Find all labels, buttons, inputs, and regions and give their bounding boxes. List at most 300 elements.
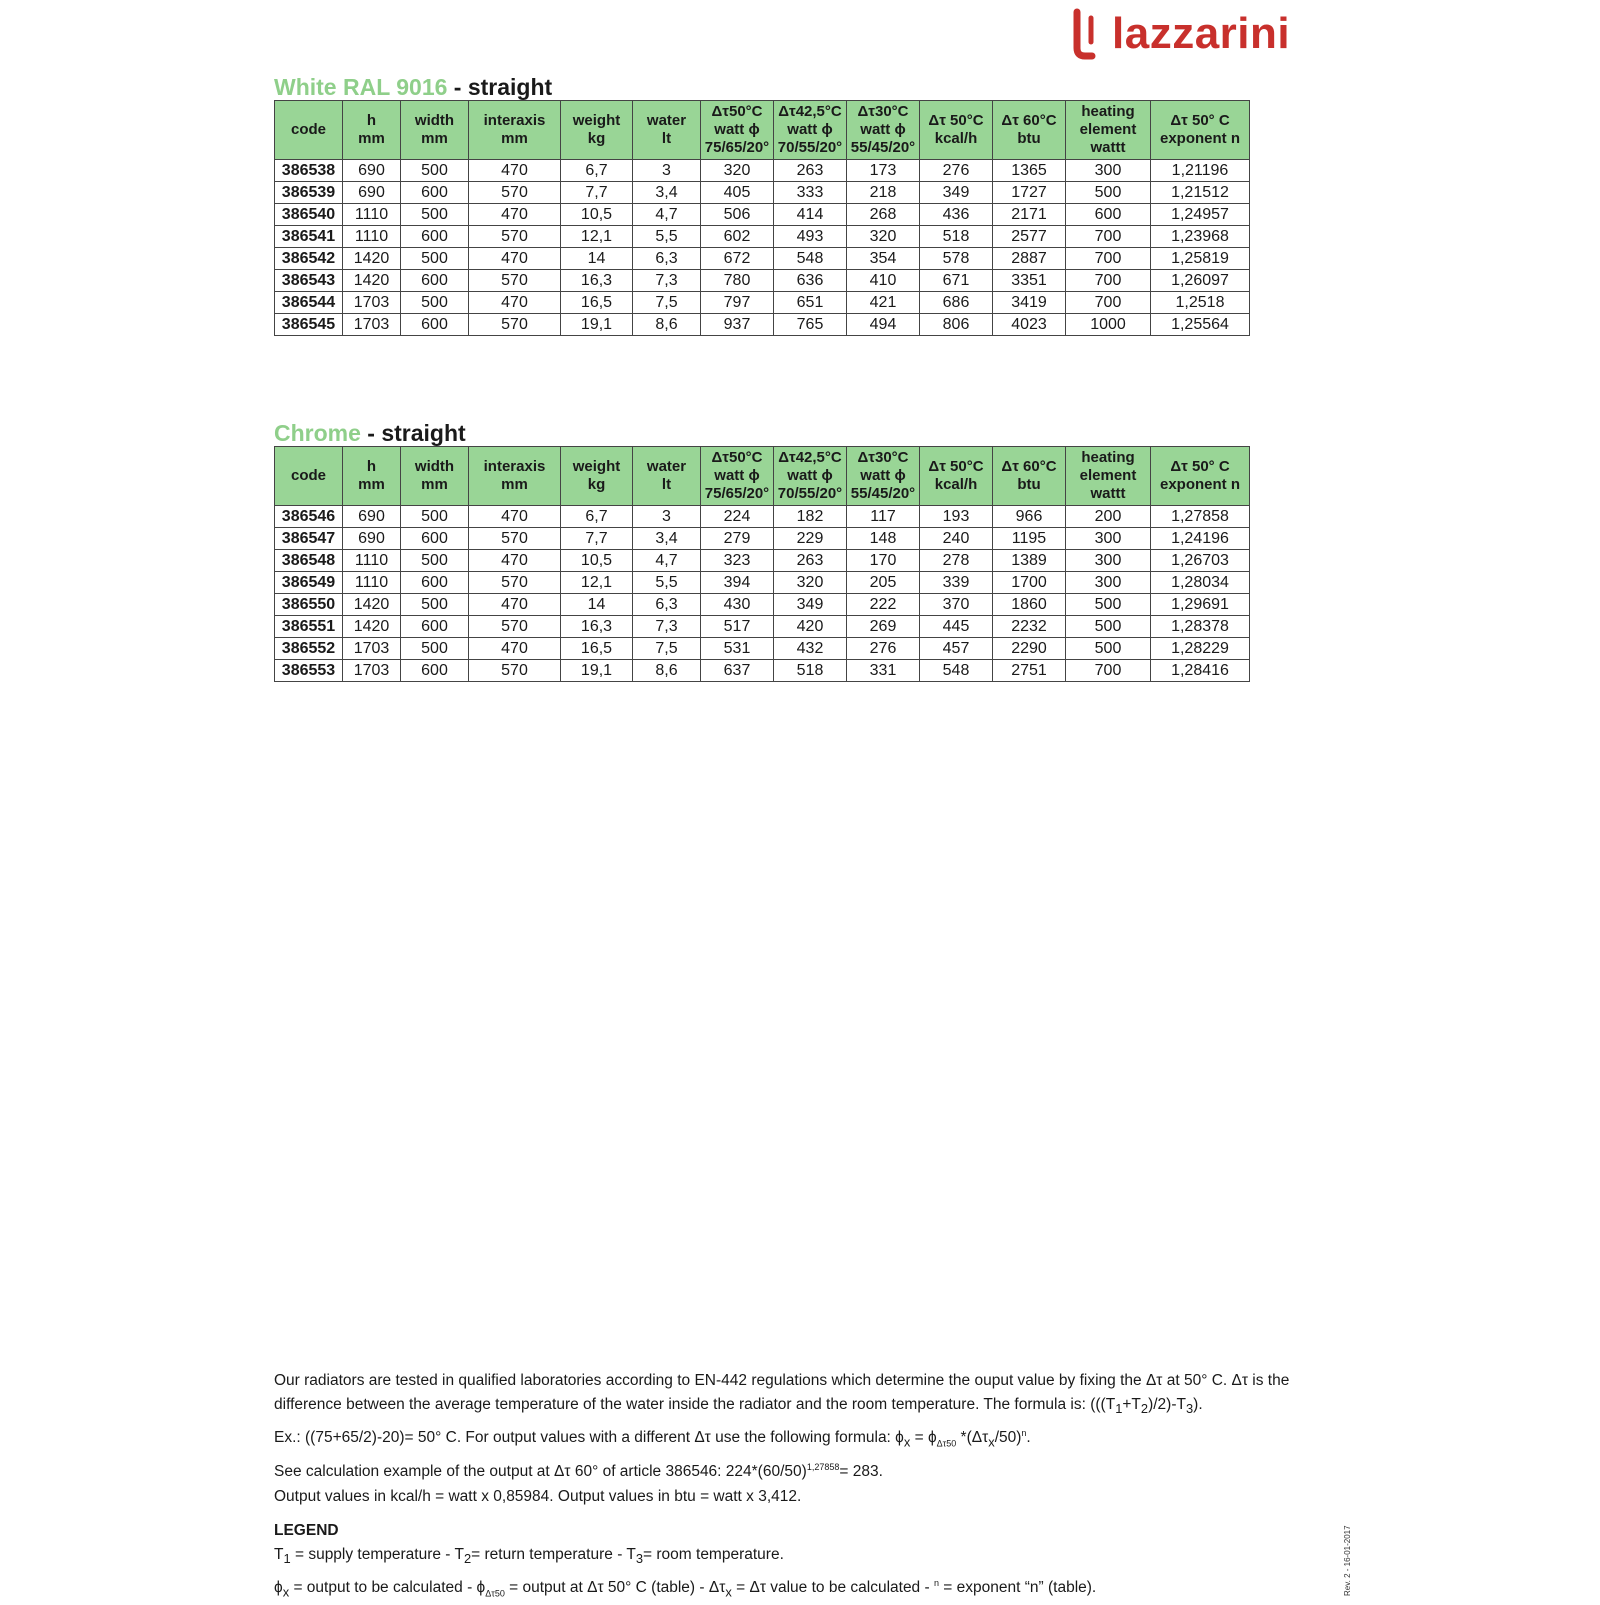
table-row [275, 528, 1250, 550]
table-cell: 570 [469, 182, 561, 204]
table-cell: 7,7 [561, 528, 633, 550]
table-cell: 600 [401, 314, 469, 336]
table-cell: 500 [401, 204, 469, 226]
table-cell: 1,26097 [1151, 270, 1250, 292]
table-cell: 517 [701, 616, 774, 638]
column-header-line: water [646, 458, 687, 475]
column-header-line: mm [501, 476, 528, 493]
table-cell: 1,28378 [1151, 616, 1250, 638]
column-header-line: Δτ 60°C [1001, 458, 1057, 475]
column-header [401, 447, 469, 506]
table-cell: 276 [920, 160, 993, 182]
table-cell: 3 [633, 160, 701, 182]
table-cell: 470 [469, 550, 561, 572]
table-cell: 637 [701, 660, 774, 682]
table-cell: 500 [1066, 182, 1151, 204]
table-row [275, 314, 1250, 336]
table-cell: 269 [847, 616, 920, 638]
table-cell: 780 [701, 270, 774, 292]
table-cell: 1365 [993, 160, 1066, 182]
table-cell: 420 [774, 616, 847, 638]
table-cell: 2290 [993, 638, 1066, 660]
chrome-section [274, 420, 1250, 682]
brand-name: lazzarini [1112, 9, 1291, 58]
table-cell: 2751 [993, 660, 1066, 682]
table-cell: 218 [847, 182, 920, 204]
column-header-line: Δτ50°C [711, 103, 763, 120]
column-header-line: watt ϕ [787, 121, 833, 138]
subscript: 3 [1185, 1401, 1194, 1417]
column-header-line: 75/65/20° [704, 485, 770, 502]
subscript: 3 [635, 1550, 644, 1566]
table-header-row [275, 101, 1250, 160]
note-text: *(Δτ [956, 1429, 989, 1447]
superscript: n [1021, 1428, 1027, 1439]
table-cell: 500 [1066, 638, 1151, 660]
table-row [275, 616, 1250, 638]
table-cell: 10,5 [561, 204, 633, 226]
article-code-cell: 386541 [275, 226, 343, 248]
article-code-cell: 386552 [275, 638, 343, 660]
table-cell: 445 [920, 616, 993, 638]
table-cell: 700 [1066, 226, 1151, 248]
table-cell: 1,25564 [1151, 314, 1250, 336]
table-cell: 548 [774, 248, 847, 270]
column-header-line: Δτ 50°C [928, 112, 984, 129]
table-cell: 354 [847, 248, 920, 270]
column-header [561, 101, 633, 160]
subscript: 1 [283, 1550, 291, 1566]
table-cell: 1703 [343, 292, 401, 314]
table-cell: 765 [774, 314, 847, 336]
note-text: Our radiators are tested in qualified laboratories according to EN-442 regulations which determine the ouput value by fixing the Δτ at 50° C. Δτ is the [274, 1372, 1290, 1389]
table-cell: 320 [701, 160, 774, 182]
column-header-line: watt ϕ [714, 121, 760, 138]
table-row [275, 660, 1250, 682]
article-code-cell: 386544 [275, 292, 343, 314]
column-header [993, 447, 1066, 506]
table-cell: 7,3 [633, 270, 701, 292]
table-cell: 436 [920, 204, 993, 226]
revision-label: Rev. 2 - 16-01-2017 [1343, 1525, 1352, 1596]
table-cell: 240 [920, 528, 993, 550]
table-cell: 3,4 [633, 528, 701, 550]
table-cell: 636 [774, 270, 847, 292]
superscript: 1,27858 [806, 1462, 840, 1473]
table-cell: 1,21512 [1151, 182, 1250, 204]
table-cell: 937 [701, 314, 774, 336]
subscript: Δτ50 [936, 1438, 957, 1449]
table-cell: 500 [401, 248, 469, 270]
column-header [774, 101, 847, 160]
table-cell: 19,1 [561, 314, 633, 336]
table-row [275, 594, 1250, 616]
table-cell: 672 [701, 248, 774, 270]
table-cell: 300 [1066, 572, 1151, 594]
table-cell: 494 [847, 314, 920, 336]
column-header-line: code [290, 121, 326, 138]
article-code-cell: 386546 [275, 506, 343, 528]
table-cell: 3419 [993, 292, 1066, 314]
article-code-cell: 386547 [275, 528, 343, 550]
table-cell: 1110 [343, 226, 401, 248]
note-line [274, 1421, 1334, 1455]
article-code-cell: 386548 [275, 550, 343, 572]
table-cell: 6,7 [561, 506, 633, 528]
note-text: +T [1122, 1396, 1141, 1413]
table-cell: 410 [847, 270, 920, 292]
article-code-cell: 386540 [275, 204, 343, 226]
legend-title: LEGEND [274, 1521, 339, 1539]
table-row [275, 270, 1250, 292]
table-cell: 700 [1066, 660, 1151, 682]
column-header-line: 75/65/20° [704, 139, 770, 156]
column-header-line: exponent n [1159, 476, 1240, 493]
table-cell: 222 [847, 594, 920, 616]
column-header-line: water [646, 112, 687, 129]
table-cell: 797 [701, 292, 774, 314]
column-header-line: mm [421, 476, 448, 493]
note-text: See calculation example of the output at Δτ 60° of article 386546: 224*(60/50) [274, 1463, 807, 1481]
column-header [343, 101, 401, 160]
table-cell: 414 [774, 204, 847, 226]
table-cell: 4023 [993, 314, 1066, 336]
article-code-cell: 386538 [275, 160, 343, 182]
article-code-cell: 386550 [275, 594, 343, 616]
table-cell: 7,7 [561, 182, 633, 204]
column-header [275, 101, 343, 160]
table-cell: 470 [469, 506, 561, 528]
column-header-line: 55/45/20° [850, 139, 916, 156]
column-header-line: Δτ30°C [857, 449, 909, 466]
table-cell: 690 [343, 160, 401, 182]
column-header-line: lt [661, 476, 672, 493]
table-cell: 690 [343, 528, 401, 550]
subscript: 2 [1140, 1401, 1149, 1417]
table-cell: 600 [1066, 204, 1151, 226]
table-cell: 278 [920, 550, 993, 572]
column-header-line: mm [358, 130, 385, 147]
column-header-line: element [1079, 121, 1137, 138]
table-row [275, 226, 1250, 248]
note-text: ). [1193, 1396, 1203, 1413]
table-cell: 1,24957 [1151, 204, 1250, 226]
table-cell: 1420 [343, 616, 401, 638]
table-cell: 200 [1066, 506, 1151, 528]
table-cell: 279 [701, 528, 774, 550]
column-header-line: btu [1017, 130, 1041, 147]
column-header [1066, 447, 1151, 506]
table-cell: 14 [561, 594, 633, 616]
column-header-line: exponent n [1159, 130, 1240, 147]
article-code-cell: 386551 [275, 616, 343, 638]
table-cell: 470 [469, 160, 561, 182]
column-header-line: width [414, 458, 455, 475]
table-cell: 1420 [343, 594, 401, 616]
table-cell: 1420 [343, 270, 401, 292]
column-header-line: watt ϕ [714, 467, 760, 484]
table-cell: 16,3 [561, 270, 633, 292]
table-cell: 6,3 [633, 594, 701, 616]
table-cell: 470 [469, 638, 561, 660]
table-cell: 570 [469, 660, 561, 682]
table-cell: 263 [774, 550, 847, 572]
table-cell: 570 [469, 616, 561, 638]
table-cell: 500 [401, 638, 469, 660]
column-header-line: kg [587, 130, 606, 147]
table-cell: 690 [343, 506, 401, 528]
white-section [274, 74, 1250, 336]
subscript: x [725, 1583, 732, 1599]
table-cell: 3351 [993, 270, 1066, 292]
table-cell: 602 [701, 226, 774, 248]
white-title-style: - straight [447, 74, 553, 100]
table-cell: 12,1 [561, 572, 633, 594]
legend-text: T [274, 1545, 284, 1563]
table-cell: 1,24196 [1151, 528, 1250, 550]
article-code-cell: 386553 [275, 660, 343, 682]
table-cell: 405 [701, 182, 774, 204]
table-cell: 806 [920, 314, 993, 336]
table-cell: 600 [401, 270, 469, 292]
legend-text: = output at Δτ 50° C (table) - Δτ [504, 1578, 726, 1596]
table-cell: 300 [1066, 550, 1151, 572]
table-row [275, 638, 1250, 660]
note-text: /50) [994, 1429, 1022, 1447]
column-header-line: width [414, 112, 455, 129]
column-header-line: btu [1017, 476, 1041, 493]
legend-text: = output to be calculated - ϕ [289, 1578, 486, 1596]
table-cell: 3 [633, 506, 701, 528]
table-cell: 7,5 [633, 638, 701, 660]
table-cell: 600 [401, 616, 469, 638]
table-cell: 7,3 [633, 616, 701, 638]
table-cell: 1000 [1066, 314, 1151, 336]
note-text: = ϕ [910, 1429, 937, 1447]
table-cell: 19,1 [561, 660, 633, 682]
table-cell: 8,6 [633, 660, 701, 682]
table-cell: 548 [920, 660, 993, 682]
column-header-line: heating [1081, 449, 1135, 466]
table-cell: 600 [401, 660, 469, 682]
table-cell: 1860 [993, 594, 1066, 616]
table-cell: 5,5 [633, 572, 701, 594]
table-row [275, 248, 1250, 270]
table-cell: 1,26703 [1151, 550, 1250, 572]
table-cell: 470 [469, 248, 561, 270]
table-cell: 600 [401, 226, 469, 248]
table-cell: 1,29691 [1151, 594, 1250, 616]
column-header [469, 101, 561, 160]
legend-text: ϕ [274, 1578, 283, 1596]
column-header [1151, 101, 1250, 160]
table-cell: 1703 [343, 660, 401, 682]
column-header-line: interaxis [483, 458, 546, 475]
table-cell: 500 [401, 160, 469, 182]
note-text: )/2)-T [1148, 1396, 1186, 1413]
table-cell: 3,4 [633, 182, 701, 204]
table-cell: 224 [701, 506, 774, 528]
column-header [343, 447, 401, 506]
table-cell: 700 [1066, 292, 1151, 314]
table-cell: 300 [1066, 528, 1151, 550]
table-cell: 193 [920, 506, 993, 528]
table-row [275, 550, 1250, 572]
article-code-cell: 386545 [275, 314, 343, 336]
table-cell: 6,3 [633, 248, 701, 270]
table-row [275, 204, 1250, 226]
table-cell: 8,6 [633, 314, 701, 336]
table-cell: 966 [993, 506, 1066, 528]
legend-text: = exponent “n” (table). [938, 1578, 1097, 1596]
column-header [920, 447, 993, 506]
table-cell: 493 [774, 226, 847, 248]
table-cell: 518 [774, 660, 847, 682]
column-header [1151, 447, 1250, 506]
column-header [847, 101, 920, 160]
table-cell: 6,7 [561, 160, 633, 182]
table-cell: 16,3 [561, 616, 633, 638]
table-cell: 1420 [343, 248, 401, 270]
table-cell: 4,7 [633, 550, 701, 572]
column-header [847, 447, 920, 506]
column-header-line: weight [572, 458, 621, 475]
column-header-line: Δτ 50°C [928, 458, 984, 475]
note-text: Output values in kcal/h = watt x 0,85984. Output values in btu = watt x 3,412. [274, 1487, 802, 1505]
column-header-line: 70/55/20° [777, 139, 843, 156]
subscript: 2 [463, 1550, 472, 1566]
column-header-line: watt ϕ [860, 467, 906, 484]
chrome-spec-table [274, 446, 1250, 682]
brand-logo [1070, 6, 1290, 62]
table-cell: 349 [774, 594, 847, 616]
table-cell: 2887 [993, 248, 1066, 270]
table-cell: 1703 [343, 638, 401, 660]
table-row [275, 182, 1250, 204]
table-cell: 333 [774, 182, 847, 204]
table-cell: 457 [920, 638, 993, 660]
table-cell: 1110 [343, 204, 401, 226]
article-code-cell: 386543 [275, 270, 343, 292]
table-cell: 570 [469, 572, 561, 594]
table-cell: 7,5 [633, 292, 701, 314]
table-cell: 651 [774, 292, 847, 314]
chrome-title-color: Chrome [274, 420, 361, 446]
table-cell: 570 [469, 528, 561, 550]
column-header [993, 101, 1066, 160]
table-cell: 2577 [993, 226, 1066, 248]
table-cell: 2232 [993, 616, 1066, 638]
column-header-line: kg [587, 476, 606, 493]
table-cell: 229 [774, 528, 847, 550]
column-header-line: 70/55/20° [777, 485, 843, 502]
table-cell: 263 [774, 160, 847, 182]
column-header [469, 447, 561, 506]
table-cell: 323 [701, 550, 774, 572]
chrome-title-style: - straight [360, 420, 466, 446]
table-cell: 320 [774, 572, 847, 594]
table-cell: 1,28416 [1151, 660, 1250, 682]
column-header-line: 55/45/20° [850, 485, 916, 502]
table-cell: 1195 [993, 528, 1066, 550]
subscript: x [903, 1434, 911, 1450]
table-cell: 1,27858 [1151, 506, 1250, 528]
table-cell: 531 [701, 638, 774, 660]
column-header-line: element [1079, 467, 1137, 484]
lazzarini-logo-icon [1070, 8, 1104, 60]
table-row [275, 572, 1250, 594]
table-cell: 173 [847, 160, 920, 182]
column-header-line: heating [1081, 103, 1135, 120]
table-header-row [275, 447, 1250, 506]
article-code-cell: 386539 [275, 182, 343, 204]
note-text: . [1026, 1429, 1031, 1447]
table-cell: 506 [701, 204, 774, 226]
column-header-line: kcal/h [934, 130, 978, 147]
table-cell: 1,21196 [1151, 160, 1250, 182]
table-cell: 470 [469, 292, 561, 314]
subscript: Δτ50 [485, 1587, 505, 1598]
column-header-line: kcal/h [934, 476, 978, 493]
table-cell: 4,7 [633, 204, 701, 226]
table-cell: 117 [847, 506, 920, 528]
table-cell: 349 [920, 182, 993, 204]
superscript: n [933, 1577, 939, 1588]
table-cell: 276 [847, 638, 920, 660]
column-header [401, 101, 469, 160]
table-cell: 370 [920, 594, 993, 616]
table-cell: 600 [401, 572, 469, 594]
table-cell: 470 [469, 594, 561, 616]
column-header [275, 447, 343, 506]
column-header [633, 101, 701, 160]
note-text: difference between the average temperature of the water inside the radiator and the room temperature. The formula is: (((T [274, 1396, 1116, 1413]
legend-text: = supply temperature - T [290, 1545, 464, 1563]
table-cell: 12,1 [561, 226, 633, 248]
table-cell: 432 [774, 638, 847, 660]
white-section-title [274, 74, 1250, 100]
column-header-line: weight [572, 112, 621, 129]
column-header [774, 447, 847, 506]
table-cell: 671 [920, 270, 993, 292]
column-header-line: code [290, 467, 326, 484]
table-cell: 500 [401, 594, 469, 616]
table-cell: 1110 [343, 550, 401, 572]
table-cell: 500 [401, 506, 469, 528]
column-header [701, 447, 774, 506]
table-cell: 16,5 [561, 638, 633, 660]
article-code-cell: 386549 [275, 572, 343, 594]
table-cell: 394 [701, 572, 774, 594]
subscript: 1 [1115, 1401, 1123, 1417]
column-header [1066, 101, 1151, 160]
table-cell: 1700 [993, 572, 1066, 594]
column-header-line: lt [661, 130, 672, 147]
column-header-line: watt ϕ [787, 467, 833, 484]
table-cell: 170 [847, 550, 920, 572]
table-cell: 1110 [343, 572, 401, 594]
table-cell: 1,2518 [1151, 292, 1250, 314]
note-line [274, 1393, 1334, 1421]
table-cell: 5,5 [633, 226, 701, 248]
table-cell: 300 [1066, 160, 1151, 182]
table-cell: 600 [401, 528, 469, 550]
note-text: Ex.: ((75+65/2)-20)= 50° C. For output values with a different Δτ use the following formula: ϕ [274, 1429, 904, 1447]
note-line [274, 1369, 1334, 1393]
column-header-line: wattt [1090, 139, 1126, 156]
table-cell: 205 [847, 572, 920, 594]
column-header-line: h [366, 458, 377, 475]
